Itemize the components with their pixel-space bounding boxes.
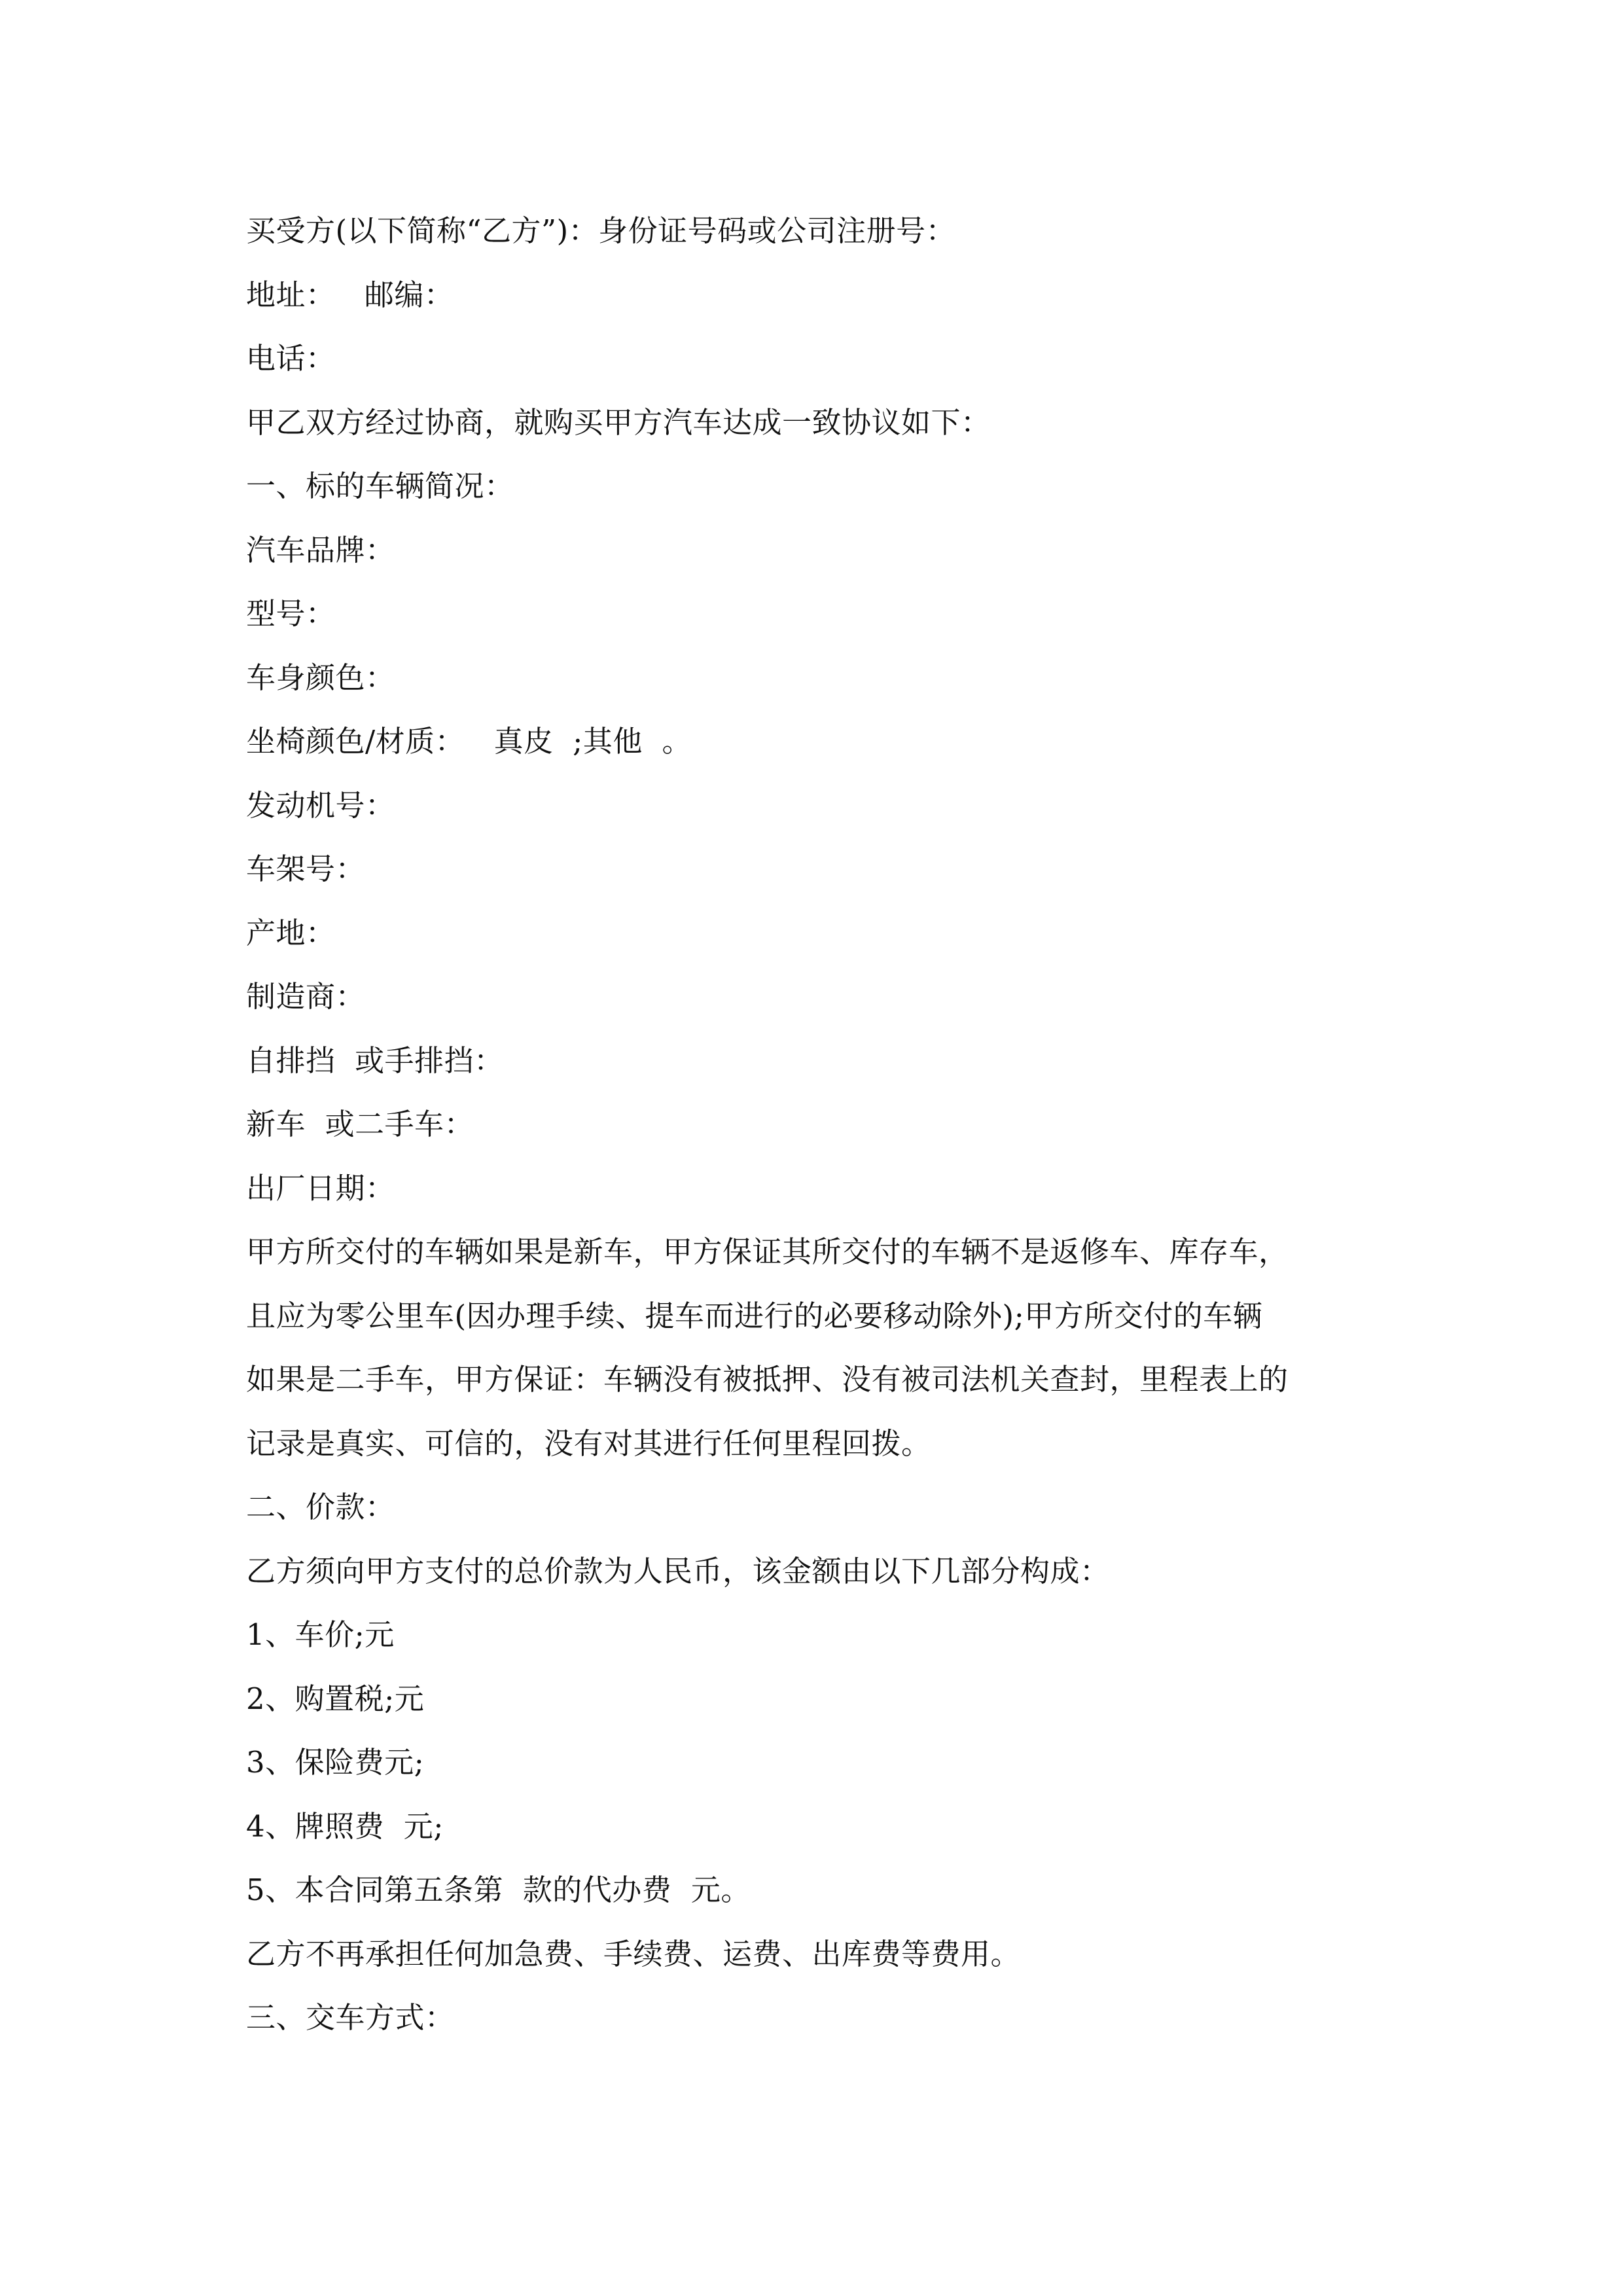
- origin-line: 产地：: [246, 915, 336, 950]
- model-line: 型号：: [246, 596, 336, 631]
- manufacturer-line: 制造商：: [246, 979, 366, 1014]
- price-item-4: 4、牌照费 元;: [246, 1808, 444, 1844]
- agreement-intro-line: 甲乙双方经过协商，就购买甲方汽车达成一致协议如下：: [246, 404, 991, 440]
- guarantee-paragraph-line-3: 如果是二手车，甲方保证：车辆没有被抵押、没有被司法机关查封，里程表上的: [246, 1362, 1289, 1397]
- price-item-3: 3、保险费元;: [246, 1745, 425, 1780]
- engine-number-line: 发动机号：: [246, 787, 395, 823]
- section-1-heading: 一、标的车辆简况：: [246, 469, 514, 503]
- price-item-5: 5、本合同第五条第 款的代办费 元。: [246, 1873, 751, 1907]
- car-brand-line: 汽车品牌：: [246, 532, 395, 567]
- guarantee-paragraph-line-4: 记录是真实、可信的，没有对其进行任何里程回拨。: [246, 1426, 931, 1461]
- section-2-heading: 二、价款：: [246, 1490, 395, 1524]
- frame-number-line: 车架号：: [246, 852, 366, 886]
- section-3-heading: 三、交车方式：: [246, 2000, 455, 2035]
- manufacture-date-line: 出厂日期：: [246, 1170, 395, 1206]
- price-item-1: 1、车价;元: [246, 1617, 395, 1652]
- document-body: [246, 199, 1411, 2050]
- body-color-line: 车身颜色：: [246, 660, 395, 695]
- transmission-line: 自排挡 或手排挡：: [246, 1043, 504, 1078]
- guarantee-paragraph-line-1: 甲方所交付的车辆如果是新车，甲方保证其所交付的车辆不是返修车、库存车，: [246, 1234, 1289, 1269]
- total-price-line: 乙方须向甲方支付的总价款为人民币，该金额由以下几部分构成：: [246, 1553, 1110, 1588]
- guarantee-paragraph-line-2: 且应为零公里车(因办理手续、提车而进行的必要移动除外);甲方所交付的车辆: [246, 1298, 1263, 1333]
- address-postcode-line: 地址： 邮编：: [246, 277, 454, 312]
- no-extra-fees-line: 乙方不再承担任何加急费、手续费、运费、出库费等费用。: [246, 1936, 1021, 1971]
- new-or-used-line: 新车 或二手车：: [246, 1107, 474, 1141]
- price-item-2: 2、购置税;元: [246, 1681, 425, 1716]
- buyer-party-line: 买受方(以下简称“乙方”)：身份证号码或公司注册号：: [246, 213, 956, 248]
- phone-line: 电话：: [246, 341, 336, 376]
- seat-color-material-line: 坐椅颜色/材质： 真皮 ;其他 。: [246, 724, 692, 759]
